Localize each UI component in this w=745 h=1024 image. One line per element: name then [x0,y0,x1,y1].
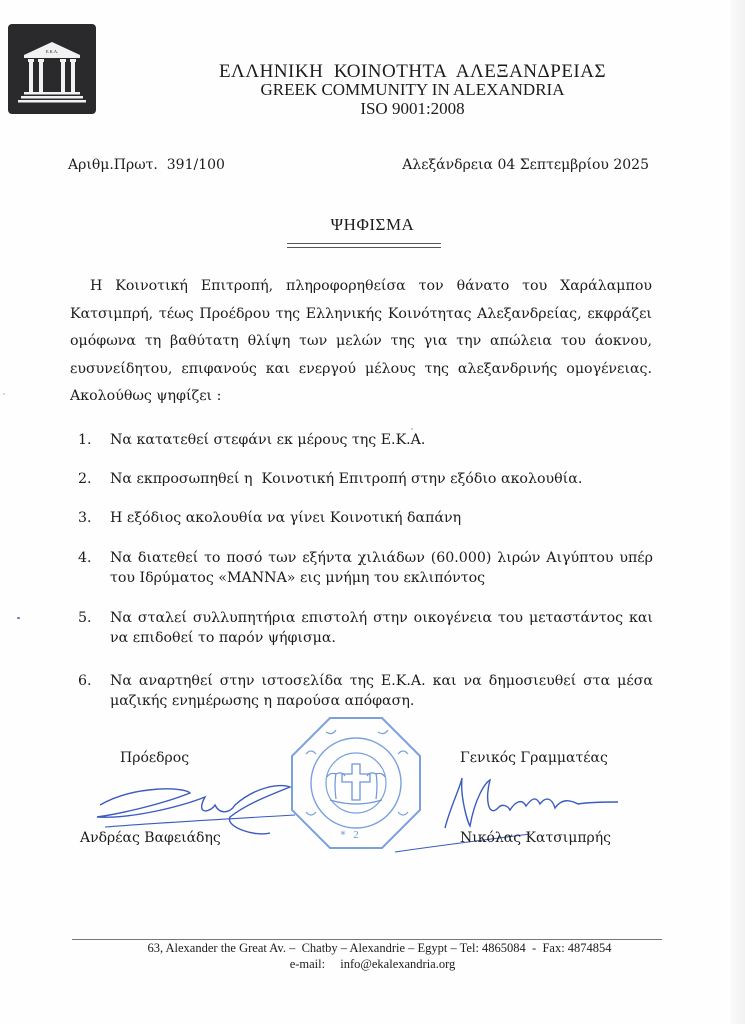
item-number: 4. [78,550,92,566]
item-number: 6. [78,673,92,689]
item-text: Η εξόδιος ακολουθία να γίνει Κοινοτική δαπάνη [110,510,462,526]
document-title: ΨΗΦΙΣΜΑ [330,215,415,234]
secretary-role: Γενικός Γραμματέας [460,750,608,766]
president-name: Ανδρέας Βαφειάδης [80,830,221,846]
item-text: Να διατεθεί το ποσό των εξήντα χιλιάδων (60.000) λιρών Αιγύπτου υπέρ του Ιδρύματος «MANNA» εις μνήμη του εκλιπόντος [110,550,653,586]
iso-certification: ISO 9001:2008 [360,99,465,118]
protocol-label: Αριθμ.Πρωτ. [68,157,158,173]
item-text: Να εκπροσωπηθεί η Κοινοτική Επιτροπή στην εξόδιο ακολουθία. [110,471,583,487]
item-number: 2. [78,471,92,487]
item-number: 5. [78,610,92,626]
stamp-number: 2 [353,829,359,841]
email-label: e-mail: [289,957,326,971]
title-underline [287,243,441,248]
email-address: info@ekalexandria.org [340,957,456,971]
protocol-number [68,157,225,173]
footer-divider [72,939,662,940]
item-number: 1. [78,432,92,448]
item-number: 3. [78,510,92,526]
item-text: Να αναρτηθεί στην ιστοσελίδα της Ε.Κ.Α. και να δημοσιευθεί στα μέσα μαζικής ενημέρωσης η παρούσα απόφαση. [110,673,653,709]
footer-email [0,957,745,972]
scan-edge [731,0,745,1024]
org-name-english: GREEK COMMUNITY IN ALEXANDRIA [260,80,565,99]
footer-address: 63, Alexander the Great Av. – Chatby – Alexandrie – Egypt – Tel: 4865084 - Fax: 4874854 [147,941,612,955]
intro-paragraph: Η Κοινοτική Επιτροπή, πληροφορηθείσα τον θάνατο του Χαράλαμπου Κατσιμπρή, τέως Προέδρου της Ελληνικής Κοινότητας Αλεξανδρείας, εκφράζει ομόφωνα τη βαθύτατη θλίψη των μελών της για την απώλεια του άοκνου, ευσυνείδητου, επιφανούς και ενεργού μέλους της αλεξανδρινής ομογένειας. Ακολούθως ψηφίζει : [70,278,652,404]
org-name-greek: ΕΛΛΗΝΙΚΗ ΚΟΙΝΟΤΗΤΑ ΑΛΕΞΑΝΔΡΕΙΑΣ [218,61,607,82]
cross-icon [342,764,370,800]
protocol-value: 391/100 [166,157,225,173]
item-text: Να σταλεί συλλυπητήρια επιστολή στην οικογένεια του μεταστάντος και να επιδοθεί το παρόν ψήφισμα. [110,610,653,646]
svg-text:E.K.A.: E.K.A. [45,49,59,54]
svg-text:*: * [340,830,346,841]
place-date: Αλεξάνδρεια 04 Σεπτεμβρίου 2025 [402,157,649,173]
secretary-name: Νικόλας Κατσιμπρής [460,830,611,846]
president-role: Πρόεδρος [120,750,190,766]
item-text: Να κατατεθεί στεφάνι εκ μέρους της Ε.Κ.Α. [110,432,426,448]
